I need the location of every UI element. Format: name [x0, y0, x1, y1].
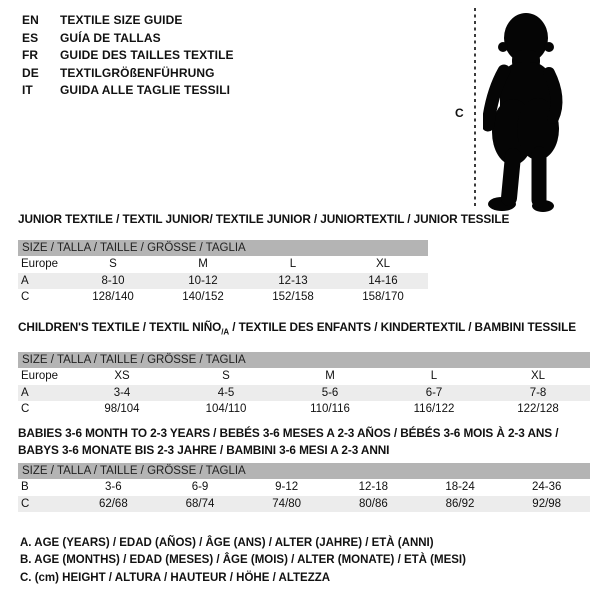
- size-cell: 110/116: [310, 403, 350, 416]
- lang-row-it: [22, 82, 234, 100]
- lang-code: DE: [22, 65, 39, 80]
- table-row: [18, 256, 428, 273]
- size-cell: 152/158: [272, 291, 314, 303]
- footnote-a: A. AGE (YEARS) / EDAD (AÑOS) / ÂGE (ANS) / ALTER (JAHRE) / ETÀ (ANNI): [20, 537, 434, 549]
- table-row: [18, 385, 590, 402]
- footnote-b: B. AGE (MONTHS) / EDAD (MESES) / ÂGE (MOIS) / ALTER (MONATE) / ETÀ (MESI): [20, 554, 466, 567]
- row-label: C: [21, 403, 30, 416]
- lang-row-fr: [22, 47, 234, 65]
- row-label: C: [21, 291, 30, 303]
- size-cell: 92/98: [532, 497, 562, 510]
- size-cell: 6-7: [425, 386, 443, 399]
- size-cell: 12-13: [278, 274, 308, 287]
- size-cell: 10-12: [188, 274, 218, 287]
- size-header-bar: SIZE / TALLA / TAILLE / GRÖSSE / TAGLIA: [18, 240, 428, 256]
- footnote-c: C. (cm) HEIGHT / ALTURA / HAUTEUR / HÖHE / ALTEZZA: [20, 571, 331, 584]
- table-row: [18, 401, 590, 418]
- size-cell: 7-8: [529, 386, 547, 399]
- size-cell: 9-12: [275, 481, 299, 493]
- size-cell: 128/140: [92, 291, 134, 303]
- size-cell: XS: [114, 370, 130, 383]
- lang-code: FR: [22, 48, 39, 63]
- height-measure-label: C: [455, 106, 464, 120]
- size-cell: 3-4: [113, 386, 131, 399]
- size-header-bar: SIZE / TALLA / TAILLE / GRÖSSE / TAGLIA: [18, 463, 590, 479]
- size-cell: 18-24: [445, 481, 475, 493]
- lang-code: ES: [22, 30, 39, 45]
- size-cell: 80/86: [358, 497, 388, 510]
- junior-textile-table: [18, 212, 510, 306]
- title-subscript: /A: [221, 327, 230, 337]
- baby-silhouette-icon: [483, 8, 583, 213]
- size-cell: M: [198, 258, 208, 270]
- footnotes: [20, 535, 466, 587]
- table-title-line-2: BABYS 3-6 MONATE BIS 2-3 JAHRE / BAMBINI 3-6 MESI A 2-3 ANNI: [18, 442, 390, 457]
- table-title-line-1: BABIES 3-6 MONTH TO 2-3 YEARS / BEBÉS 3-6 MESES A 2-3 AÑOS / BÉBÉS 3-6 MOIS À 2-3 ANS /: [18, 426, 559, 440]
- lang-row-de: [22, 65, 234, 83]
- size-cell: 14-16: [368, 274, 398, 287]
- table-row: [18, 479, 590, 496]
- size-cell: 8-10: [101, 274, 125, 287]
- size-cell: XL: [530, 370, 546, 383]
- table-title: [18, 320, 590, 339]
- table-row: [18, 368, 590, 385]
- row-label: Europe: [21, 370, 59, 383]
- size-cell: 5-6: [321, 386, 339, 399]
- lang-code: IT: [22, 83, 33, 98]
- row-label: C: [21, 497, 30, 510]
- row-label: A: [21, 274, 29, 287]
- table-title: JUNIOR TEXTILE / TEXTIL JUNIOR/ TEXTILE JUNIOR / JUNIORTEXTIL / JUNIOR TESSILE: [18, 212, 510, 226]
- size-cell: 3-6: [105, 481, 122, 493]
- size-cell: L: [289, 258, 297, 270]
- guide-title-de: TEXTILGRÖßENFÜHRUNG: [60, 65, 215, 80]
- size-cell: 62/68: [98, 497, 128, 510]
- size-cell: 140/152: [182, 291, 224, 303]
- size-cell: 98/104: [104, 403, 140, 416]
- size-cell: 4-5: [217, 386, 235, 399]
- size-cell: 116/122: [413, 403, 455, 416]
- size-cell: 86/92: [445, 497, 475, 510]
- size-cell: 24-36: [531, 481, 562, 493]
- language-title-list: [22, 12, 234, 100]
- table-row: [18, 289, 428, 306]
- size-header-bar: SIZE / TALLA / TAILLE / GRÖSSE / TAGLIA: [18, 352, 590, 368]
- title-part: / TEXTILE DES ENFANTS / KINDERTEXTIL / BAMBINI TESSILE: [229, 320, 576, 334]
- table-row: [18, 496, 590, 513]
- guide-title-es: GUÍA DE TALLAS: [60, 30, 161, 45]
- lang-row-en: [22, 12, 234, 30]
- size-cell: 68/74: [185, 497, 215, 510]
- row-label: Europe: [21, 258, 59, 270]
- guide-title-it: GUIDA ALLE TAGLIE TESSILI: [60, 83, 231, 98]
- table-row: [18, 273, 428, 290]
- height-measure-dotted-line: [474, 8, 476, 209]
- babies-textile-table: [18, 425, 590, 512]
- size-cell: S: [222, 370, 230, 383]
- size-cell: 6-9: [191, 481, 209, 493]
- size-cell: 104/110: [205, 403, 247, 416]
- guide-title-en: TEXTILE SIZE GUIDE: [60, 13, 183, 27]
- size-cell: S: [109, 258, 117, 270]
- childrens-textile-table: [18, 320, 590, 418]
- title-part: CHILDREN'S TEXTILE / TEXTIL NIÑO: [18, 320, 222, 334]
- size-cell: L: [430, 370, 438, 383]
- size-cell: XL: [375, 258, 391, 270]
- lang-code: EN: [22, 13, 39, 27]
- guide-title-fr: GUIDE DES TAILLES TEXTILE: [60, 48, 234, 63]
- row-label: A: [21, 386, 29, 399]
- size-cell: M: [325, 370, 335, 383]
- lang-row-es: [22, 30, 234, 48]
- size-cell: 12-18: [358, 481, 389, 493]
- size-cell: 122/128: [517, 403, 559, 416]
- size-cell: 74/80: [272, 497, 302, 510]
- row-label: B: [21, 481, 29, 493]
- size-cell: 158/170: [362, 291, 404, 303]
